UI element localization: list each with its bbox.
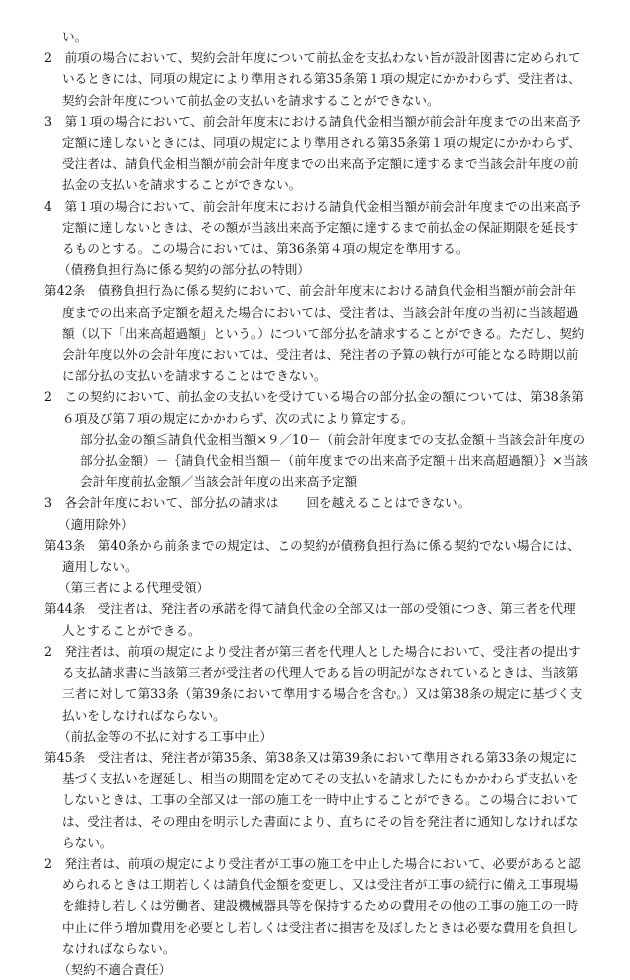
clause-41-4: 4 第１項の場合において、前会計年度末における請負代金相当額が前会計年度までの出来高予定額に達しないときは、その額が当該出来高予定額に達するまで前払金の保証期限を延長するものとする。この場合においては、第36条第４項の規定を準用する。 (44, 198, 581, 257)
article-45: 第45条 受注者は、発注者が第35条、第38条又は第39条において準用される第33条の規定に基づく支払いを遅延し、相当の期間を定めてその支払いを請求したにもかかわらず支払いをしないときは、工事の全部又は一部の施工を一時中止することができる。この場合においては、受注者は、その理由を明示した書面により、直ちにその旨を発注者に通知しなければならない。 (44, 749, 579, 850)
paragraph-continuation: い。 (62, 29, 88, 44)
article-42-caption: （債務負担行為に係る契約の部分払の特則） (58, 262, 310, 278)
article-43: 第43条 第40条から前条までの規定は、この契約が債務負担行為に係る契約でない場合には、適用しない。 (44, 537, 580, 575)
article-45-caption: （前払金等の不払に対する工事中止） (58, 728, 273, 744)
formula-partial-payment (44, 429, 588, 493)
clause-42-3 (44, 492, 588, 513)
article-44: 第44条 受注者は、発注者の承諾を得て請負代金の全部又は一部の受領につき、第三者を代理人とすることができる。 (44, 601, 576, 638)
clause-45-2: 2 発注者は、前項の規定により受注者が工事の施工を中止した場合において、必要があると認められるときは工期若しくは請負代金額を変更し、又は受注者が工事の続行に備え工事現場を維持し若しくは労働者、建設機械器具等を保持するための費用その他の工事の施工の一時中止に伴う増加費用を必要とし若しくは受注者に損害を及ぼしたときは必要な費用を負担しなければならない。 (44, 855, 581, 956)
clause-44-2: 2 発注者は、前項の規定により受注者が第三者を代理人とした場合において、受注者の提出する支払請求書に当該第三者が受注者の代理人である旨の明記がなされているときは、当該第三者に対して第33条（第39条において準用する場合を含む。）又は第38条の規定に基づく支払いをしなければならない。 (44, 643, 583, 723)
clause-42-3-text-b: 回を越えることはできない。 (306, 495, 471, 511)
clause-42-2: 2 この契約において、前払金の支払いを受けている場合の部分払金の額については、第38条第６項及び第７項の規定にかかわらず、次の式により算定する。 (44, 389, 584, 426)
article-43-caption: （適用除外） (58, 516, 134, 532)
article-42: 第42条 債務負担行為に係る契約において、前会計年度末における請負代金相当額が前会計年度までの出来高予定額を超えた場合においては、受注者は、当該会計年度の当初に当該超過額（以下「出来高超過額」という。）について部分払を請求することができる。ただし、契約会計年度以外の会計年度においては、受注者は、発注者の予算の執行が可能となる時期以前に部分払の支払いを請求することはできない。 (44, 283, 585, 384)
article-46-caption: （契約不適合責任） (58, 961, 172, 977)
article-44-caption: （第三者による代理受領） (58, 580, 210, 596)
formula-text: 部分払金の額≦請負代金相当額×９／10－（前会計年度までの支払金額＋当該会計年度の部分払金額）－｛請負代金相当額－（前年度までの出来高予定額＋出来高超過額）｝×当該会計年度前払金額／当該会計年度の出来高予定額 (80, 431, 589, 490)
clause-42-3-text-a: 3 各会計年度において、部分払の請求は (44, 495, 279, 511)
clause-41-3: 3 第１項の場合において、前会計年度末における請負代金相当額が前会計年度までの出来高予定額に達しないときには、同項の規定により準用される第35条第１項の規定にかかわらず、受注者は、請負代金相当額が前会計年度までの出来高予定額に達するまで当該会計年度の前払金の支払いを請求することができない。 (44, 113, 581, 193)
clause-41-2: 2 前項の場合において、契約会計年度について前払金を支払わない旨が設計図書に定められているときには、同項の規定により準用される第35条第１項の規定にかかわらず、受注者は、契約会計年度について前払金の支払いを請求することができない。 (44, 50, 581, 108)
